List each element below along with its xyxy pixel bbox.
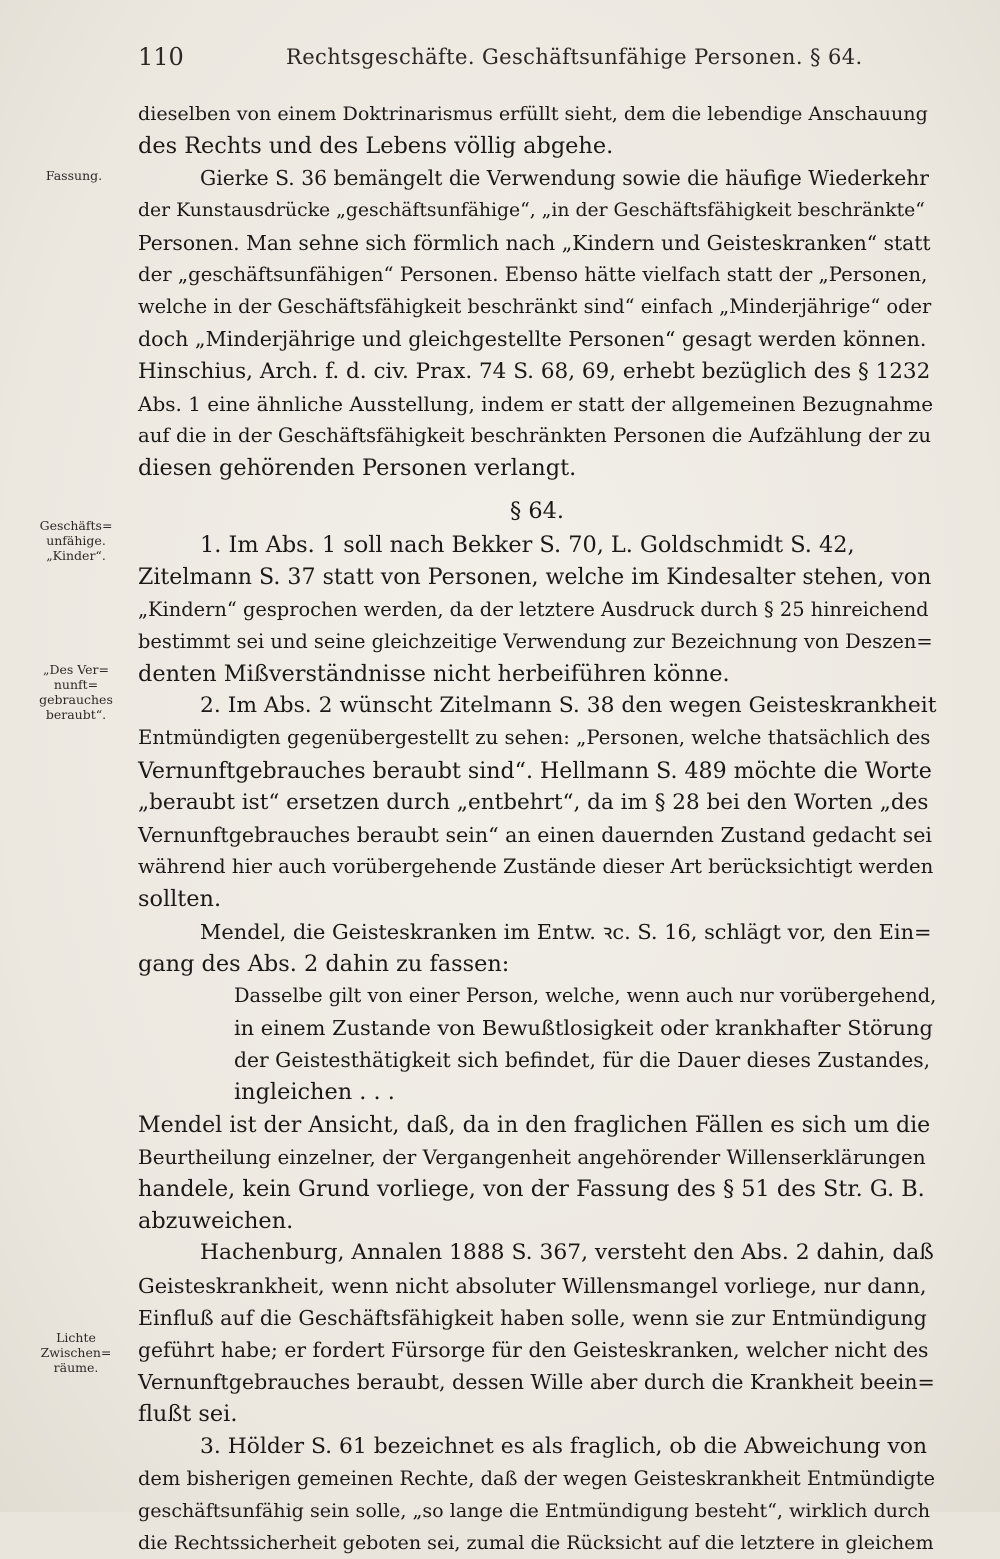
text-line: Personen. Man sehne sich förmlich nach „Kindern und Geisteskranken“ statt (138, 230, 931, 255)
text-line: geschäftsunfähig sein solle, „so lange die Entmündigung besteht“, wirklich durch (138, 1498, 931, 1522)
margin-note-line: Geschäfts= (39, 518, 113, 533)
text-line: Vernunftgebrauches beraubt, dessen Wille aber durch die Krankheit beein= (138, 1370, 935, 1395)
text-line: die Rechtssicherheit geboten sei, zumal die Rücksicht auf die letztere in gleichem (138, 1531, 934, 1555)
text-line: geführt habe; er fordert Fürsorge für den Geisteskranken, welcher nicht des (138, 1337, 929, 1362)
quote-line: Dasselbe gilt von einer Person, welche, wenn auch nur vorübergehend, (234, 983, 937, 1007)
text-line: abzuweichen. (138, 1208, 294, 1235)
running-title: Rechtsgeschäfte. Geschäftsunfähige Personen. § 64. (286, 45, 863, 69)
text-line: Vernunftgebrauches beraubt sein“ an einen dauernden Zustand gedacht sei (138, 822, 932, 847)
text-line: Entmündigten gegenübergestellt zu sehen: „Personen, welche thatsächlich des (138, 726, 931, 750)
margin-note-geschaeftsunfaehige (28, 518, 124, 563)
quote-line: der Geistesthätigkeit sich befindet, für die Dauer dieses Zustandes, (234, 1048, 931, 1073)
text-line: dieselben von einem Doktrinarismus erfüllt sieht, dem die lebendige Anschauung (138, 102, 928, 125)
text-line: bestimmt sei und seine gleichzeitige Verwendung zur Bezeichnung von Deszen= (138, 629, 933, 653)
text-line: sollten. (138, 886, 222, 913)
text-line: Geisteskrankheit, wenn nicht absoluter Willensmangel vorliege, nur dann, (138, 1273, 927, 1298)
margin-note-line: beraubt“. (45, 707, 107, 722)
text-line: auf die in der Geschäftsfähigkeit beschränkten Personen die Aufzählung der zu (138, 423, 932, 447)
text-line: Gierke S. 36 bemängelt die Verwendung sowie die häufige Wiederkehr (200, 166, 929, 191)
margin-note-line: räume. (53, 1360, 99, 1375)
text-line: Einfluß auf die Geschäftsfähigkeit haben solle, wenn sie zur Entmündigung (138, 1305, 927, 1330)
text-line: Zitelmann S. 37 statt von Personen, welche im Kindesalter stehen, von (138, 564, 932, 591)
quote-line: ingleichen . . . (234, 1079, 395, 1106)
text-line: flußt sei. (138, 1401, 238, 1428)
margin-note-line: Zwischen= (40, 1345, 112, 1360)
margin-note-vernunftgebrauch (28, 662, 124, 722)
text-line: während hier auch vorübergehende Zustände dieser Art berücksichtigt werden (138, 855, 934, 879)
text-line: Hinschius, Arch. f. d. civ. Prax. 74 S. 68, 69, erhebt bezüglich des § 1232 (138, 358, 931, 384)
margin-note-line: Lichte (56, 1330, 96, 1345)
text-line: 2. Im Abs. 2 wünscht Zitelmann S. 38 den wegen Geisteskrankheit (200, 693, 937, 719)
text-line: Mendel ist der Ansicht, daß, da in den fraglichen Fällen es sich um die (138, 1111, 931, 1138)
text-line: „Kindern“ gesprochen werden, da der letztere Ausdruck durch § 25 hinreichend (138, 597, 929, 621)
quote-line: in einem Zustande von Bewußtlosigkeit oder krankhafter Störung (234, 1016, 933, 1041)
text-line: Beurtheilung einzelner, der Vergangenheit angehörender Willenserklärungen (138, 1144, 926, 1169)
page-number: 110 (138, 43, 184, 71)
margin-note-lichte-zwischenraeume (28, 1330, 124, 1375)
text-line: Mendel, die Geisteskranken im Entw. ꝛc. S. 16, schlägt vor, den Ein= (200, 919, 932, 944)
margin-note-line: Fassung. (45, 168, 103, 183)
text-line: gang des Abs. 2 dahin zu fassen: (138, 950, 510, 977)
text-line: diesen gehörenden Personen verlangt. (138, 455, 577, 482)
text-line: denten Mißverständnisse nicht herbeiführen könne. (138, 661, 730, 687)
text-line: handele, kein Grund vorliege, von der Fassung des § 51 des Str. G. B. (138, 1176, 925, 1202)
margin-note-line: „Kinder“. (46, 548, 106, 563)
text-line: der Kunstausdrücke „geschäftsunfähige“, „in der Geschäftsfähigkeit beschränkte“ (138, 199, 925, 221)
text-line: 1. Im Abs. 1 soll nach Bekker S. 70, L. Goldschmidt S. 42, (200, 532, 855, 559)
text-line: doch „Minderjährige und gleichgestellte Personen“ gesagt werden können. (138, 327, 927, 352)
margin-note-line: nunft= (53, 677, 99, 692)
section-heading: § 64. (510, 498, 564, 525)
margin-note-fassung (28, 168, 120, 183)
text-line: dem bisherigen gemeinen Rechte, daß der wegen Geisteskrankheit Entmündigte (138, 1466, 935, 1490)
text-line: „beraubt ist“ ersetzen durch „entbehrt“, da im § 28 bei den Worten „des (138, 789, 929, 815)
text-line: Vernunftgebrauches beraubt sind“. Hellmann S. 489 möchte die Worte (138, 757, 932, 784)
margin-note-line: unfähige. (46, 533, 106, 548)
text-line: Hachenburg, Annalen 1888 S. 367, versteht den Abs. 2 dahin, daß (200, 1240, 934, 1266)
page-header (138, 40, 938, 74)
text-line: des Rechts und des Lebens völlig abgehe. (138, 133, 614, 160)
text-line: Abs. 1 eine ähnliche Ausstellung, indem er statt der allgemeinen Bezugnahme (138, 391, 934, 416)
margin-note-line: „Des Ver= (42, 662, 109, 677)
text-line: der „geschäftsunfähigen“ Personen. Ebenso hätte vielfach statt der „Personen, (138, 262, 928, 286)
body-text (138, 98, 936, 1559)
text-line: welche in der Geschäftsfähigkeit beschränkt sind“ einfach „Minderjährige“ oder (138, 295, 932, 319)
margin-note-line: gebrauches (39, 692, 113, 707)
text-line: 3. Hölder S. 61 bezeichnet es als fraglich, ob die Abweichung von (200, 1433, 928, 1459)
